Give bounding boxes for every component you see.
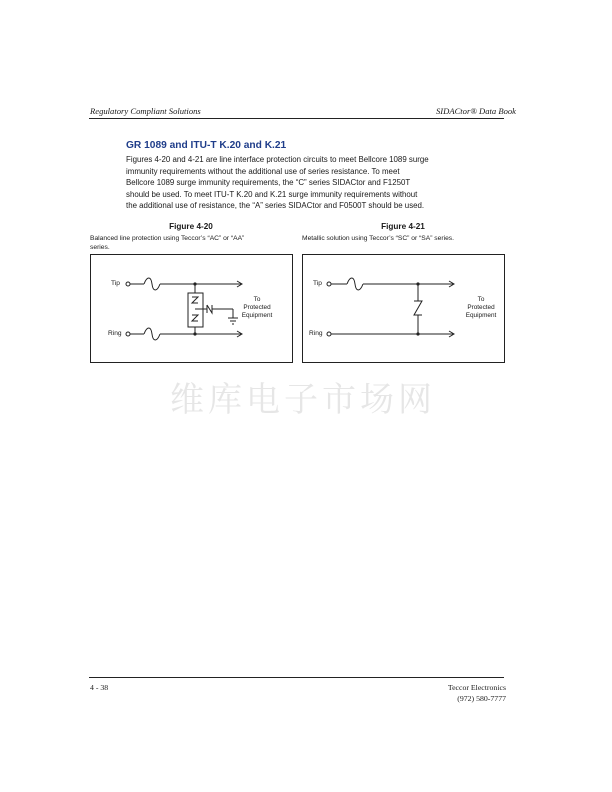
to-line: To [477, 296, 485, 303]
ring-label: Ring [108, 330, 122, 337]
figure-4-21-title: Figure 4-21 [381, 222, 425, 231]
body-line: immunity requirements without the additional use of series resistance. To meet [126, 166, 400, 176]
caption-line: Metallic solution using Teccor’s “SC” or “SA” series. [302, 235, 455, 242]
figure-4-21-caption [302, 234, 512, 243]
to-protected-equipment-label [455, 296, 507, 321]
running-header-left: Regulatory Compliant Solutions [90, 106, 201, 116]
to-line: To [253, 296, 261, 303]
footer-company-block [448, 683, 506, 704]
figure-4-20-caption [90, 234, 296, 253]
tip-label: Tip [111, 280, 120, 287]
to-line: Equipment [241, 312, 273, 320]
to-line: Equipment [465, 312, 497, 320]
figure-4-21-diagram [302, 254, 505, 363]
caption-line: Balanced line protection using Teccor’s “AC” or “AA” [90, 235, 245, 242]
figure-4-20-title: Figure 4-20 [169, 222, 213, 231]
footer-rule [89, 677, 504, 678]
footer-phone: (972) 580-7777 [457, 693, 506, 703]
figure-4-20-diagram [90, 254, 293, 363]
page-number: 4 - 38 [90, 683, 109, 692]
ring-label: Ring [309, 330, 323, 337]
watermark-text: 维库电子市场网 [170, 380, 436, 420]
to-protected-equipment-label [231, 296, 283, 321]
section-body [126, 154, 486, 212]
body-line: should be used. To meet ITU-T K.20 and K.21 surge immunity requirements without [126, 189, 418, 199]
body-line: Bellcore 1089 surge immunity requirements, the “C” series SIDACtor and F1250T [126, 178, 411, 188]
footer-company: Teccor Electronics [447, 683, 506, 692]
to-line: Protected [467, 304, 495, 312]
body-line: Figures 4-20 and 4-21 are line interface protection circuits to meet Bellcore 1089 surge [126, 155, 429, 164]
section-title: GR 1089 and ITU-T K.20 and K.21 [126, 140, 287, 151]
tip-label: Tip [313, 280, 322, 287]
running-header-right: SIDACtor® Data Book [435, 106, 516, 116]
header-rule [89, 118, 504, 119]
caption-line: series. [90, 244, 110, 252]
body-line: the additional use of resistance, the “A” series SIDACtor and F0500T should be used. [126, 201, 425, 211]
to-line: Protected [243, 304, 271, 312]
